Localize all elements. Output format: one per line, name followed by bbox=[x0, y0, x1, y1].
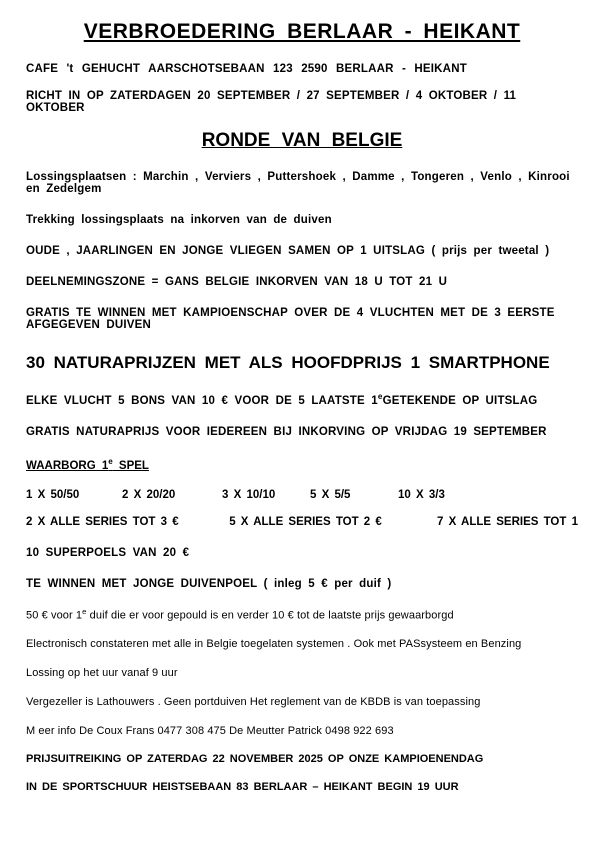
gewaarborgd-sup: e bbox=[82, 606, 87, 616]
waarborg-row-2 bbox=[26, 516, 578, 528]
waarborg-cell: 2 X ALLE SERIES TOT 3 € bbox=[26, 515, 179, 528]
waarborg-heading-wrap bbox=[26, 438, 578, 474]
waarborg-cell: 2 X 20/20 bbox=[122, 488, 176, 501]
bons-line-sup: e bbox=[377, 392, 383, 401]
kampioenschap-line: GRATIS TE WINNEN MET KAMPIOENSCHAP OVER DE 4 VLUCHTEN MET DE 3 EERSTE AFGEGEVEN DUIVEN bbox=[26, 307, 555, 331]
sportschuur-line: IN DE SPORTSCHUUR HEISTSEBAAN 83 BERLAAR – HEIKANT BEGIN 19 UUR bbox=[26, 781, 459, 794]
bons-line-post: GETEKENDE OP UITSLAG bbox=[382, 394, 538, 407]
trekking-line: Trekking lossingsplaats na inkorven van de duiven bbox=[26, 214, 332, 226]
waarborg-cell: 1 X 50/50 bbox=[26, 488, 80, 501]
duivenpoel-line: TE WINNEN MET JONGE DUIVENPOEL ( inleg 5 € per duif ) bbox=[26, 577, 392, 590]
lossing-uur-line: Lossing op het uur vanaf 9 uur bbox=[26, 667, 178, 680]
prijsuitreiking-line: PRIJSUITREIKING OP ZATERDAG 22 NOVEMBER 2025 OP ONZE KAMPIOENENDAG bbox=[26, 753, 484, 766]
elektronisch-line: Electronisch constateren met alle in Belgie toegelaten systemen . Ook met PASsysteem en Benzing bbox=[26, 638, 522, 651]
naturaprijzen-heading: 30 NATURAPRIJZEN MET ALS HOOFDPRIJS 1 SMARTPHONE bbox=[26, 353, 550, 372]
dates-line: RICHT IN OP ZATERDAGEN 20 SEPTEMBER / 27 SEPTEMBER / 4 OKTOBER / 11 OKTOBER bbox=[26, 90, 517, 114]
gratis-naturaprijs-line: GRATIS NATURAPRIJS VOOR IEDEREEN BIJ INKORVING OP VRIJDAG 19 SEPTEMBER bbox=[26, 425, 547, 438]
waarborg-cell: 10 X 3/3 bbox=[398, 488, 445, 501]
bons-line bbox=[26, 392, 578, 407]
waarborg-row-1 bbox=[26, 489, 578, 501]
waarborg-label-pre: WAARBORG 1 bbox=[26, 459, 109, 472]
meer-info-line: M eer info De Coux Frans 0477 308 475 De Meutter Patrick 0498 922 693 bbox=[26, 725, 394, 738]
lossingsplaatsen-line: Lossingsplaatsen : Marchin , Verviers , Puttershoek , Damme , Tongeren , Venlo , Kinrooi en Zedelgem bbox=[26, 171, 570, 195]
waarborg-cell: 5 X ALLE SERIES TOT 2 € bbox=[229, 515, 382, 528]
waarborg-label-post: SPEL bbox=[112, 459, 149, 472]
waarborg-cell: 3 X 10/10 bbox=[222, 488, 276, 501]
bons-line-pre: ELKE VLUCHT 5 BONS VAN 10 € VOOR DE 5 LAATSTE 1 bbox=[26, 394, 378, 407]
waarborg-cell: 5 X 5/5 bbox=[310, 488, 351, 501]
deelnemingszone-line: DEELNEMINGSZONE = GANS BELGIE INKORVEN VAN 18 U TOT 21 U bbox=[26, 276, 448, 288]
gewaarborgd-pre: 50 € voor 1 bbox=[26, 609, 83, 622]
superpoels-line: 10 SUPERPOELS VAN 20 € bbox=[26, 546, 190, 559]
gewaarborgd-post: duif die er voor gepould is en verder 10 € tot de laatste prijs gewaarborgd bbox=[86, 609, 454, 622]
vergezeller-line: Vergezeller is Lathouwers . Geen portduiven Het reglement van de KBDB is van toepassing bbox=[26, 696, 481, 709]
categories-line: OUDE , JAARLINGEN EN JONGE VLIEGEN SAMEN OP 1 UITSLAG ( prijs per tweetal ) bbox=[26, 245, 550, 257]
page-title: VERBROEDERING BERLAAR - HEIKANT bbox=[83, 20, 521, 43]
waarborg-label-sup: e bbox=[108, 456, 113, 466]
gewaarborgd-line bbox=[26, 607, 578, 622]
section-subtitle: RONDE VAN BELGIE bbox=[201, 130, 403, 151]
venue-line: CAFE 't GEHUCHT AARSCHOTSEBAAN 123 2590 BERLAAR - HEIKANT bbox=[26, 63, 467, 75]
waarborg-cell: 7 X ALLE SERIES TOT 1 bbox=[436, 515, 578, 528]
waarborg-heading bbox=[26, 457, 149, 472]
